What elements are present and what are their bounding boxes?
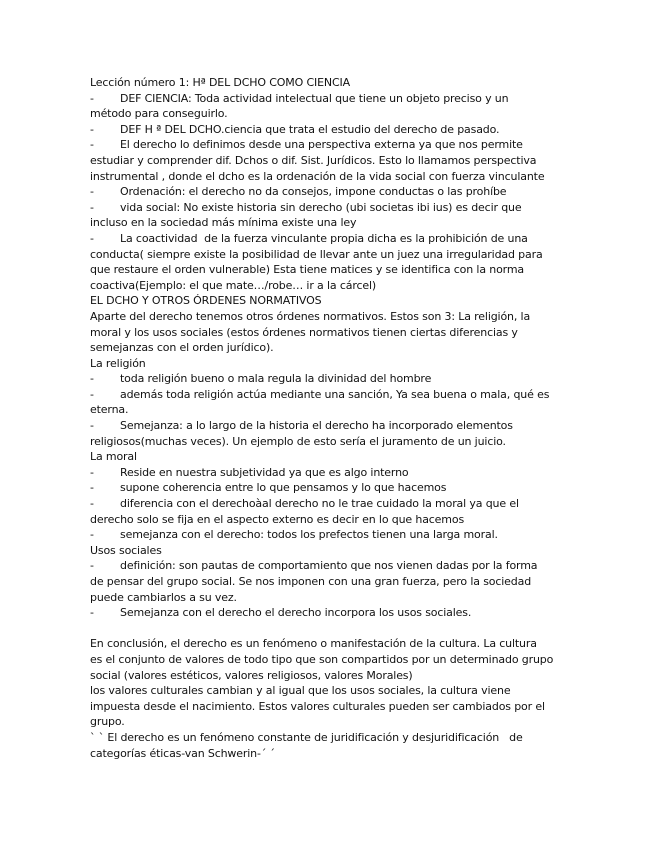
bullet-text: Ordenación: el derecho no da consejos, impone conductas o las prohíbe <box>120 185 507 199</box>
bullet-dash: - <box>90 559 94 573</box>
bullet-dash: - <box>90 465 94 479</box>
text-line: puede cambiarlos a su vez. <box>90 590 237 604</box>
bullet-dash: - <box>90 481 94 495</box>
text-line: eterna. <box>90 403 129 417</box>
bullet-line <box>90 184 570 200</box>
bullet-text: La coactividad de la fuerza vinculante propia dicha es la prohibición de una <box>120 231 528 245</box>
text-line: semejanzas con el orden jurídico). <box>90 341 274 355</box>
text-line: religiosos(muchas veces). Un ejemplo de esto sería el juramento de un juicio. <box>90 434 506 448</box>
document-body <box>90 75 570 761</box>
bullet-dash: - <box>90 231 94 245</box>
bullet-text: vida social: No existe historia sin derecho (ubi societas ibi ius) es decir que <box>120 200 522 214</box>
bullet-line <box>90 387 570 403</box>
bullet-dash: - <box>90 528 94 542</box>
bullet-text: diferencia con el derechoàal derecho no le trae cuidado la moral ya que el <box>120 497 519 511</box>
bullet-line <box>90 200 570 216</box>
text-line: que restaure el orden vulnerable) Esta tiene matices y se identifica con la norma <box>90 263 525 277</box>
bullet-line <box>90 605 570 621</box>
bullet-dash: - <box>90 419 94 433</box>
text-line: derecho solo se fija en el aspecto externo es decir en lo que hacemos <box>90 512 465 526</box>
bullet-dash: - <box>90 200 94 214</box>
bullet-dash: - <box>90 387 94 401</box>
bullet-line <box>90 122 570 138</box>
text-line: categorías éticas-van Schwerin-´ ´ <box>90 746 275 760</box>
text-line: Lección número 1: Hª DEL DCHO COMO CIENCIA <box>90 76 350 89</box>
bullet-line <box>90 558 570 574</box>
bullet-dash: - <box>90 606 94 620</box>
bullet-text: El derecho lo definimos desde una perspectiva externa ya que nos permite <box>120 138 523 152</box>
bullet-line <box>90 465 570 481</box>
text-line: La moral <box>90 450 137 464</box>
bullet-dash: - <box>90 372 94 386</box>
text-line: coactiva(Ejemplo: el que mate…/robe… ir a la cárcel) <box>90 278 377 292</box>
text-line: de pensar del grupo social. Se nos imponen con una gran fuerza, pero la sociedad <box>90 575 532 588</box>
bullet-line <box>90 527 570 543</box>
bullet-line <box>90 480 570 496</box>
bullet-dash: - <box>90 122 94 136</box>
text-line: Aparte del derecho tenemos otros órdenes normativos. Estos son 3: La religión, la <box>90 309 531 323</box>
text-line: conducta( siempre existe la posibilidad de llevar ante un juez una irregularidad para <box>90 247 543 261</box>
bullet-line <box>90 137 570 153</box>
text-line: método para conseguirlo. <box>90 107 228 121</box>
bullet-text: además toda religión actúa mediante una sanción, Ya sea buena o mala, qué es <box>120 387 550 401</box>
text-line: Usos sociales <box>90 543 162 557</box>
text-line: es el conjunto de valores de todo tipo que son compartidos por un determinado grupo <box>90 652 554 666</box>
text-line: instrumental , donde el dcho es la ordenación de la vida social con fuerza vinculante <box>90 169 545 183</box>
bullet-text: definición: son pautas de comportamiento que nos vienen dadas por la forma <box>120 559 538 573</box>
text-line: impuesta desde el nacimiento. Estos valores culturales pueden ser cambiados por el <box>90 699 545 713</box>
bullet-text: Semejanza con el derecho el derecho incorpora los usos sociales. <box>120 606 472 620</box>
bullet-line <box>90 418 570 434</box>
bullet-dash: - <box>90 138 94 152</box>
bullet-text: supone coherencia entre lo que pensamos y lo que hacemos <box>120 481 447 495</box>
bullet-line <box>90 91 570 107</box>
text-line: los valores culturales cambian y al igual que los usos sociales, la cultura viene <box>90 684 511 698</box>
text-line: ` ` El derecho es un fenómeno constante de juridificación y desjuridificación de <box>90 730 523 744</box>
bullet-dash: - <box>90 497 94 511</box>
text-line: La religión <box>90 356 146 370</box>
text-line: social (valores estéticos, valores religiosos, valores Morales) <box>90 668 413 682</box>
bullet-text: DEF CIENCIA: Toda actividad intelectual que tiene un objeto preciso y un <box>120 91 509 105</box>
bullet-line <box>90 496 570 512</box>
bullet-text: DEF H ª DEL DCHO.ciencia que trata el estudio del derecho de pasado. <box>120 122 500 136</box>
text-line: estudiar y comprender dif. Dchos o dif. Sist. Jurídicos. Esto lo llamamos perspectiva <box>90 153 537 167</box>
bullet-text: Semejanza: a lo largo de la historia el derecho ha incorporado elementos <box>120 419 513 433</box>
text-line: incluso en la sociedad más mínima existe una ley <box>90 216 357 230</box>
text-line: moral y los usos sociales (estos órdenes normativos tienen ciertas diferencias y <box>90 325 518 339</box>
text-line: EL DCHO Y OTROS ÓRDENES NORMATIVOS <box>90 294 322 308</box>
text-line: En conclusión, el derecho es un fenómeno o manifestación de la cultura. La cultura <box>90 637 537 651</box>
bullet-text: semejanza con el derecho: todos los prefectos tienen una larga moral. <box>120 528 498 542</box>
bullet-text: toda religión bueno o mala regula la divinidad del hombre <box>120 372 432 386</box>
bullet-text: Reside en nuestra subjetividad ya que es algo interno <box>120 465 409 479</box>
blank-line <box>90 621 570 637</box>
bullet-line <box>90 371 570 387</box>
text-line: grupo. <box>90 715 125 729</box>
bullet-dash: - <box>90 185 94 199</box>
bullet-dash: - <box>90 91 94 105</box>
bullet-line <box>90 231 570 247</box>
